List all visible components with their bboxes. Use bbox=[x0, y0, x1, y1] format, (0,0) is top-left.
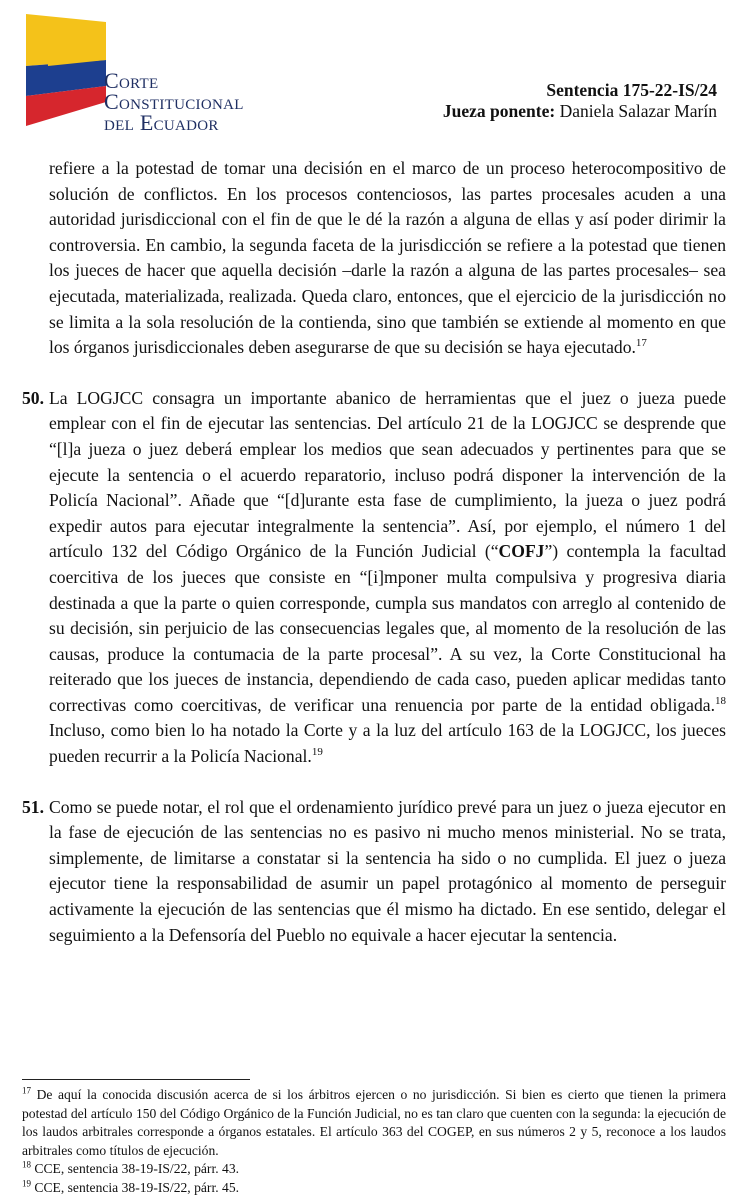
paragraph-50-text-3: Incluso, como bien lo ha notado la Corte y a la luz del artículo 163 de la LOGJCC, los jueces pueden recurrir a la Policía Nacional. bbox=[49, 720, 726, 767]
case-number: Sentencia 175-22-IS/24 bbox=[546, 80, 717, 100]
paragraph-50 bbox=[22, 386, 726, 770]
footnote-number: 19 bbox=[22, 1177, 31, 1188]
ecuador-flag-emblem-icon bbox=[26, 14, 106, 126]
logo-line-2: Constitucional bbox=[104, 89, 244, 114]
paragraph-50-text-1: La LOGJCC consagra un importante abanico de herramientas que el juez o jueza puede emplear con el fin de ejecutar las sentencias. Del artículo 21 de la LOGJCC se desprende que “[l]a jueza o juez deberá emplear los medios que sean adecuados y pertinentes para que se ejecute la sentencia o el acuerdo reparatorio, incluso podrá disponer la intervención de la Policía Nacional”. Añade que “[d]urante esta fase de cumplimiento, la jueza o juez podrá expedir autos para ejecutar integralmente la sentencia”. Así, por ejemplo, el número 1 del artículo 132 del Código Orgánico de la Función Judicial (“ bbox=[49, 387, 726, 562]
paragraph-number-51: 51. bbox=[22, 796, 44, 817]
logo-line-3: del Ecuador bbox=[104, 110, 219, 135]
intro-text: refiere a la potestad de tomar una decisión en el marco de un proceso heterocompositivo de solución de conflictos. En los procesos contenciosos, las partes procesales acuden a una autoridad jurisdiccional con el fin de que le dé la razón a alguna de ellas y así poder dirimir la controversia. En cambio, la segunda faceta de la jurisdicción se refiere a la potestad que tienen los jueces de hacer que aquella decisión –darle la razón a alguna de las partes procesales– sea ejecutada, materializada, realizada. Queda claro, entonces, que el ejercicio de la jurisdicción no se limita a la sola resolución de la contienda, sino que también se extiende al momento en que los órganos jurisdiccionales deben asegurarse de que su decisión se haya ejecutado. bbox=[49, 158, 726, 358]
document-body bbox=[22, 156, 726, 948]
footnote-17 bbox=[22, 1086, 726, 1160]
footnote-text: CCE, sentencia 38-19-IS/22, párr. 45. bbox=[31, 1179, 240, 1195]
footnote-number: 17 bbox=[22, 1085, 31, 1096]
logo-wordmark bbox=[104, 70, 244, 133]
intro-paragraph bbox=[22, 156, 726, 361]
paragraph-50-text-2: ”) contempla la facultad coercitiva de los jueces que consiste en “[i]mponer multa compulsiva y progresiva diaria destinada a que la parte o quien corresponde, cumpla sus mandatos con arreglo al contenido de su decisión, sin perjuicio de las consecuencias legales que, al momento de la resolución de las causas, produce la contumacia de la parte procesal”. A su vez, la Corte Constitucional ha reiterado que los jueces de instancia, dependiendo de cada caso, pueden aplicar medidas tanto correctivas como coercitivas, de verificar una renuencia por parte de la entidad obligada. bbox=[49, 541, 726, 715]
footnote-number: 18 bbox=[22, 1159, 31, 1170]
case-header bbox=[443, 80, 717, 122]
court-logo bbox=[26, 14, 288, 135]
footnotes bbox=[22, 1086, 726, 1197]
judge-line bbox=[443, 101, 717, 122]
paragraph-51-text: Como se puede notar, el rol que el ordenamiento jurídico prevé para un juez o jueza ejecutor en la fase de ejecución de las sentencias no es pasivo ni mucho menos ministerial. No se trata, simplemente, de limitarse a constatar si la sentencia ha sido o no cumplida. El juez o jueza ejecutor tiene la responsabilidad de asumir un papel protagónico al momento de perseguir activamente la ejecución de las sentencias que él mismo ha dictado. En ese sentido, delegar el seguimiento a la Defensoría del Pueblo no equivale a hacer ejecutar la sentencia. bbox=[49, 796, 726, 945]
footnote-text: CCE, sentencia 38-19-IS/22, párr. 43. bbox=[31, 1161, 240, 1176]
footnote-19 bbox=[22, 1179, 726, 1198]
footnote-text: De aquí la conocida discusión acerca de si los árbitros ejercen o no jurisdicción. Si bien es cierto que tienen la primera potestad del artículo 150 del Código Orgánico de la Función Judicial, no es tan claro que cuenten con la segunda: la ejecución de los laudos arbitrales corresponde a órganos estatales. El artículo 363 del COGEP, en sus números 2 y 5, reconoce a los laudos arbitrales como títulos de ejecución. bbox=[22, 1087, 726, 1158]
judge-label: Jueza ponente: bbox=[442, 101, 556, 121]
cofj-term: COFJ bbox=[498, 541, 545, 562]
footnote-ref-19[interactable]: 19 bbox=[311, 746, 323, 759]
footnote-separator bbox=[22, 1079, 250, 1080]
footnote-ref-17[interactable]: 17 bbox=[635, 337, 647, 350]
paragraph-number-50: 50. bbox=[22, 387, 44, 408]
footnote-18 bbox=[22, 1160, 726, 1179]
paragraph-51 bbox=[22, 795, 726, 949]
logo-line-1: Corte bbox=[104, 68, 159, 93]
footnote-ref-18[interactable]: 18 bbox=[715, 695, 726, 708]
judge-name: Daniela Salazar Marín bbox=[555, 101, 717, 121]
